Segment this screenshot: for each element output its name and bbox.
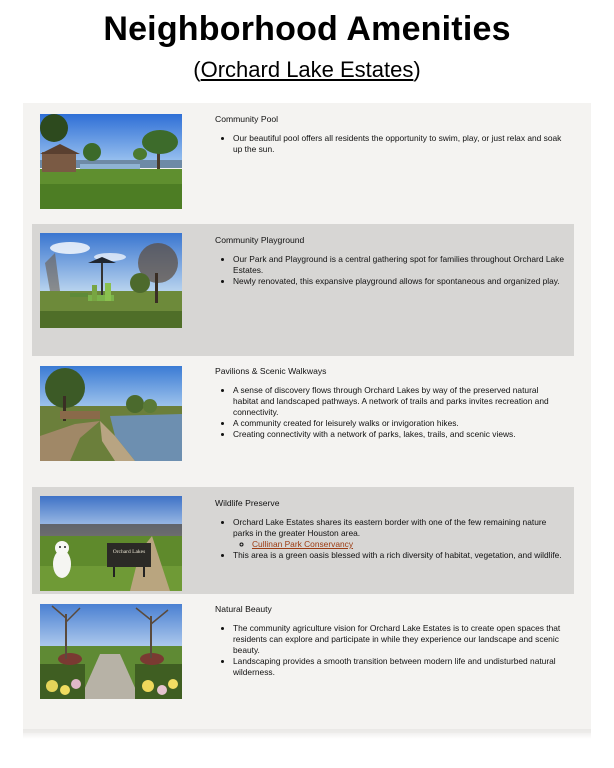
sign-text: Orchard Lakes [112,549,146,555]
list-item: • Creating connectivity with a network of parks, lakes, trails, and scenic views. [233,429,564,440]
list-item [252,539,564,550]
playground-text [215,235,564,287]
amenity-playground [32,224,574,356]
list-item: • A community created for leisurely walks or invigoration hikes. [233,418,564,429]
page-subtitle [0,57,614,83]
page-title: Neighborhood Amenities [103,10,511,48]
list-item: • Landscaping provides a smooth transition between modern life and undisturbed natural wilderness. [233,656,564,678]
amenity-wildlife [32,487,574,594]
amenity-pool [32,104,574,218]
wildlife-sub-list [233,539,564,550]
walkways-bullets [215,385,564,440]
pool-bullets [215,133,564,155]
wildlife-bullets [215,517,564,561]
subtitle-open-paren: ( [193,57,201,82]
list-item: • A sense of discovery flows through Orchard Lakes by way of the preserved natural habitat and landscaped pathways. A network of trails and parks invites recreation and connectivity. [233,385,564,418]
list-item: • Our Park and Playground is a central gathering spot for families throughout Orchard Lake Estates. [233,254,564,276]
wildlife-photo [40,496,182,591]
list-item [233,517,564,550]
playground-photo [40,233,182,328]
walkways-text [215,366,564,440]
pool-heading: Community Pool [215,114,279,124]
playground-bullets [215,254,564,287]
natural-beauty-photo [40,604,182,699]
playground-heading: Community Playground [215,235,305,245]
natural-beauty-heading: Natural Beauty [215,604,272,614]
wildlife-text [215,498,564,561]
walkways-heading: Pavilions & Scenic Walkways [215,366,327,376]
natural-beauty-bullets [215,623,564,678]
list-item: • Newly renovated, this expansive playground allows for spontaneous and organized play. [233,276,564,287]
walkways-photo [40,366,182,461]
community-name: Orchard Lake Estates [200,57,414,82]
list-item: • The community agriculture vision for Orchard Lake Estates is to create open spaces that residents can explore and participate in while they experience our landscape and scenic beauty. [233,623,564,656]
amenity-natural-beauty [32,594,574,719]
pool-text [215,114,564,155]
list-item: • This area is a green oasis blessed with a rich diversity of habitat, vegetation, and wildlife. [233,550,564,561]
amenity-walkways [32,356,574,486]
wildlife-bullet-text: Orchard Lake Estates shares its eastern border with one of the few remaining nature parks in the greater Houston area. [233,517,547,538]
wildlife-heading: Wildlife Preserve [215,498,280,508]
natural-beauty-text [215,604,564,678]
subtitle-close-paren: ) [413,57,421,82]
pool-photo [40,114,182,209]
cullinan-park-link[interactable]: Cullinan Park Conservancy [252,539,354,549]
list-item: • Our beautiful pool offers all residents the opportunity to swim, play, or just relax and soak up the sun. [233,133,564,155]
